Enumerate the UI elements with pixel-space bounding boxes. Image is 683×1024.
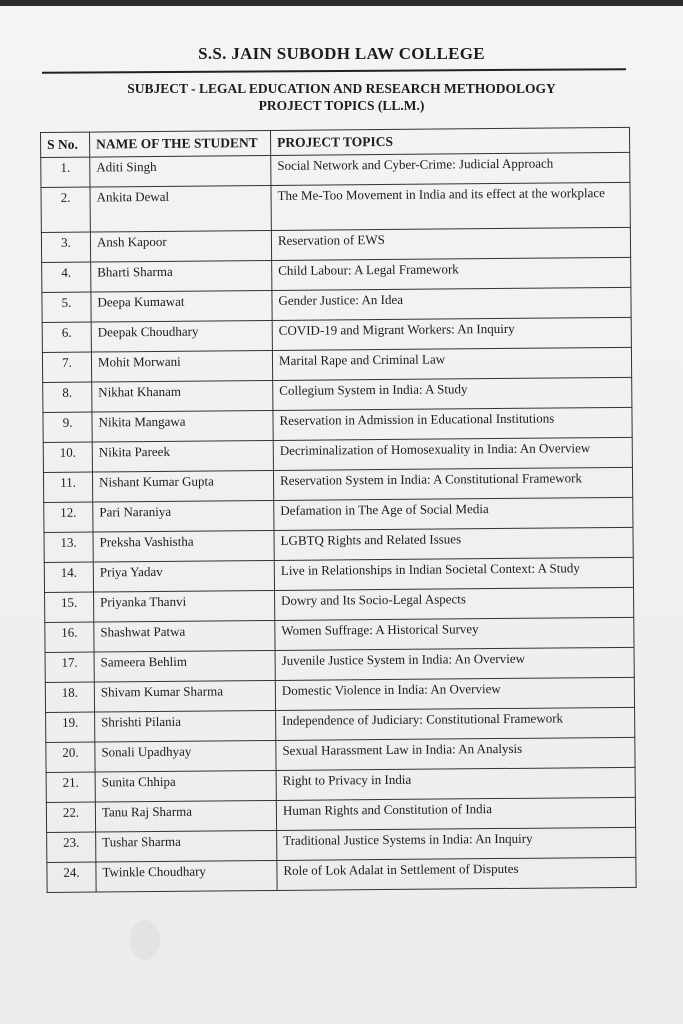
project-topic: Right to Privacy in India (276, 767, 635, 800)
project-topic: Decriminalization of Homosexuality in India: An Overview (273, 437, 632, 470)
project-topic: Gender Justice: An Idea (272, 287, 631, 320)
student-name: Nikhat Khanam (92, 380, 273, 412)
project-topic: Human Rights and Constitution of India (276, 797, 635, 830)
project-topic: Sexual Harassment Law in India: An Analysis (276, 737, 635, 770)
serial-number: 3. (41, 232, 90, 262)
serial-number: 2. (41, 187, 90, 232)
project-topic: Role of Lok Adalat in Settlement of Disputes (277, 857, 636, 890)
project-topic: Reservation System in India: A Constitutional Framework (273, 467, 632, 500)
student-name: Nikita Mangawa (92, 410, 273, 442)
student-name: Shivam Kumar Sharma (94, 680, 275, 712)
student-name: Sonali Upadhyay (95, 740, 276, 772)
project-topics-table (40, 127, 637, 893)
subject-heading (0, 80, 683, 114)
student-name: Tushar Sharma (96, 830, 277, 862)
serial-number: 12. (44, 502, 93, 532)
subject-line: SUBJECT - LEGAL EDUCATION AND RESEARCH METHODOLOGY (127, 81, 556, 96)
project-topic: Defamation in The Age of Social Media (274, 497, 633, 530)
serial-number: 17. (45, 652, 94, 682)
table-row (47, 857, 636, 892)
table-body (41, 152, 636, 892)
project-topic: Juvenile Justice System in India: An Overview (275, 647, 634, 680)
student-name: Ansh Kapoor (90, 230, 271, 262)
project-topic: Independence of Judiciary: Constitutional Framework (276, 707, 635, 740)
student-name: Deepa Kumawat (91, 290, 272, 322)
serial-number: 22. (46, 802, 95, 832)
column-header-name: NAME OF THE STUDENT (90, 130, 271, 157)
serial-number: 7. (42, 352, 91, 382)
project-topic: Domestic Violence in India: An Overview (275, 677, 634, 710)
student-name: Ankita Dewal (90, 185, 271, 232)
table-row (41, 182, 630, 232)
serial-number: 15. (45, 592, 94, 622)
serial-number: 1. (41, 157, 90, 187)
project-topic: The Me-Too Movement in India and its effect at the workplace (271, 182, 630, 230)
serial-number: 4. (42, 262, 91, 292)
project-topic: LGBTQ Rights and Related Issues (274, 527, 633, 560)
serial-number: 9. (43, 412, 92, 442)
serial-number: 24. (47, 862, 96, 892)
project-topic: Marital Rape and Criminal Law (272, 347, 631, 380)
serial-number: 21. (46, 772, 95, 802)
project-topic: Dowry and Its Socio-Legal Aspects (275, 587, 634, 620)
serial-number: 6. (42, 322, 91, 352)
college-title: S.S. JAIN SUBODH LAW COLLEGE (198, 44, 485, 63)
column-header-sno: S No. (41, 132, 90, 157)
project-topic: Live in Relationships in Indian Societal Context: A Study (274, 557, 633, 590)
project-topic: Child Labour: A Legal Framework (272, 257, 631, 290)
photo-background-edge (0, 0, 683, 6)
student-name: Pari Naraniya (93, 500, 274, 532)
student-name: Sameera Behlim (94, 650, 275, 682)
serial-number: 10. (43, 442, 92, 472)
title-underline (42, 68, 626, 74)
student-name: Nishant Kumar Gupta (92, 470, 273, 502)
project-topic: Reservation of EWS (271, 227, 630, 260)
serial-number: 23. (47, 832, 96, 862)
project-topic: Reservation in Admission in Educational Institutions (273, 407, 632, 440)
student-name: Sunita Chhipa (95, 770, 276, 802)
serial-number: 8. (43, 382, 92, 412)
student-name: Tanu Raj Sharma (95, 800, 276, 832)
student-name: Shrishti Pilania (95, 710, 276, 742)
paper-smudge (130, 920, 160, 960)
serial-number: 13. (44, 532, 93, 562)
serial-number: 11. (43, 472, 92, 502)
student-name: Bharti Sharma (91, 260, 272, 292)
serial-number: 19. (46, 712, 95, 742)
student-name: Deepak Choudhary (91, 320, 272, 352)
student-name: Aditi Singh (90, 155, 271, 187)
student-name: Twinkle Choudhary (96, 860, 277, 892)
student-name: Shashwat Patwa (94, 620, 275, 652)
column-header-topic: PROJECT TOPICS (270, 127, 629, 155)
serial-number: 16. (45, 622, 94, 652)
serial-number: 5. (42, 292, 91, 322)
subtitle-line: PROJECT TOPICS (LL.M.) (258, 98, 425, 113)
project-topic: Collegium System in India: A Study (273, 377, 632, 410)
student-name: Nikita Pareek (92, 440, 273, 472)
serial-number: 20. (46, 742, 95, 772)
serial-number: 18. (45, 682, 94, 712)
student-name: Preksha Vashistha (93, 530, 274, 562)
student-name: Priyanka Thanvi (94, 590, 275, 622)
serial-number: 14. (44, 562, 93, 592)
project-topic: Women Suffrage: A Historical Survey (275, 617, 634, 650)
project-topic: Traditional Justice Systems in India: An Inquiry (277, 827, 636, 860)
project-topic: Social Network and Cyber-Crime: Judicial Approach (271, 152, 630, 185)
project-topic: COVID-19 and Migrant Workers: An Inquiry (272, 317, 631, 350)
student-name: Priya Yadav (93, 560, 274, 592)
student-name: Mohit Morwani (91, 350, 272, 382)
